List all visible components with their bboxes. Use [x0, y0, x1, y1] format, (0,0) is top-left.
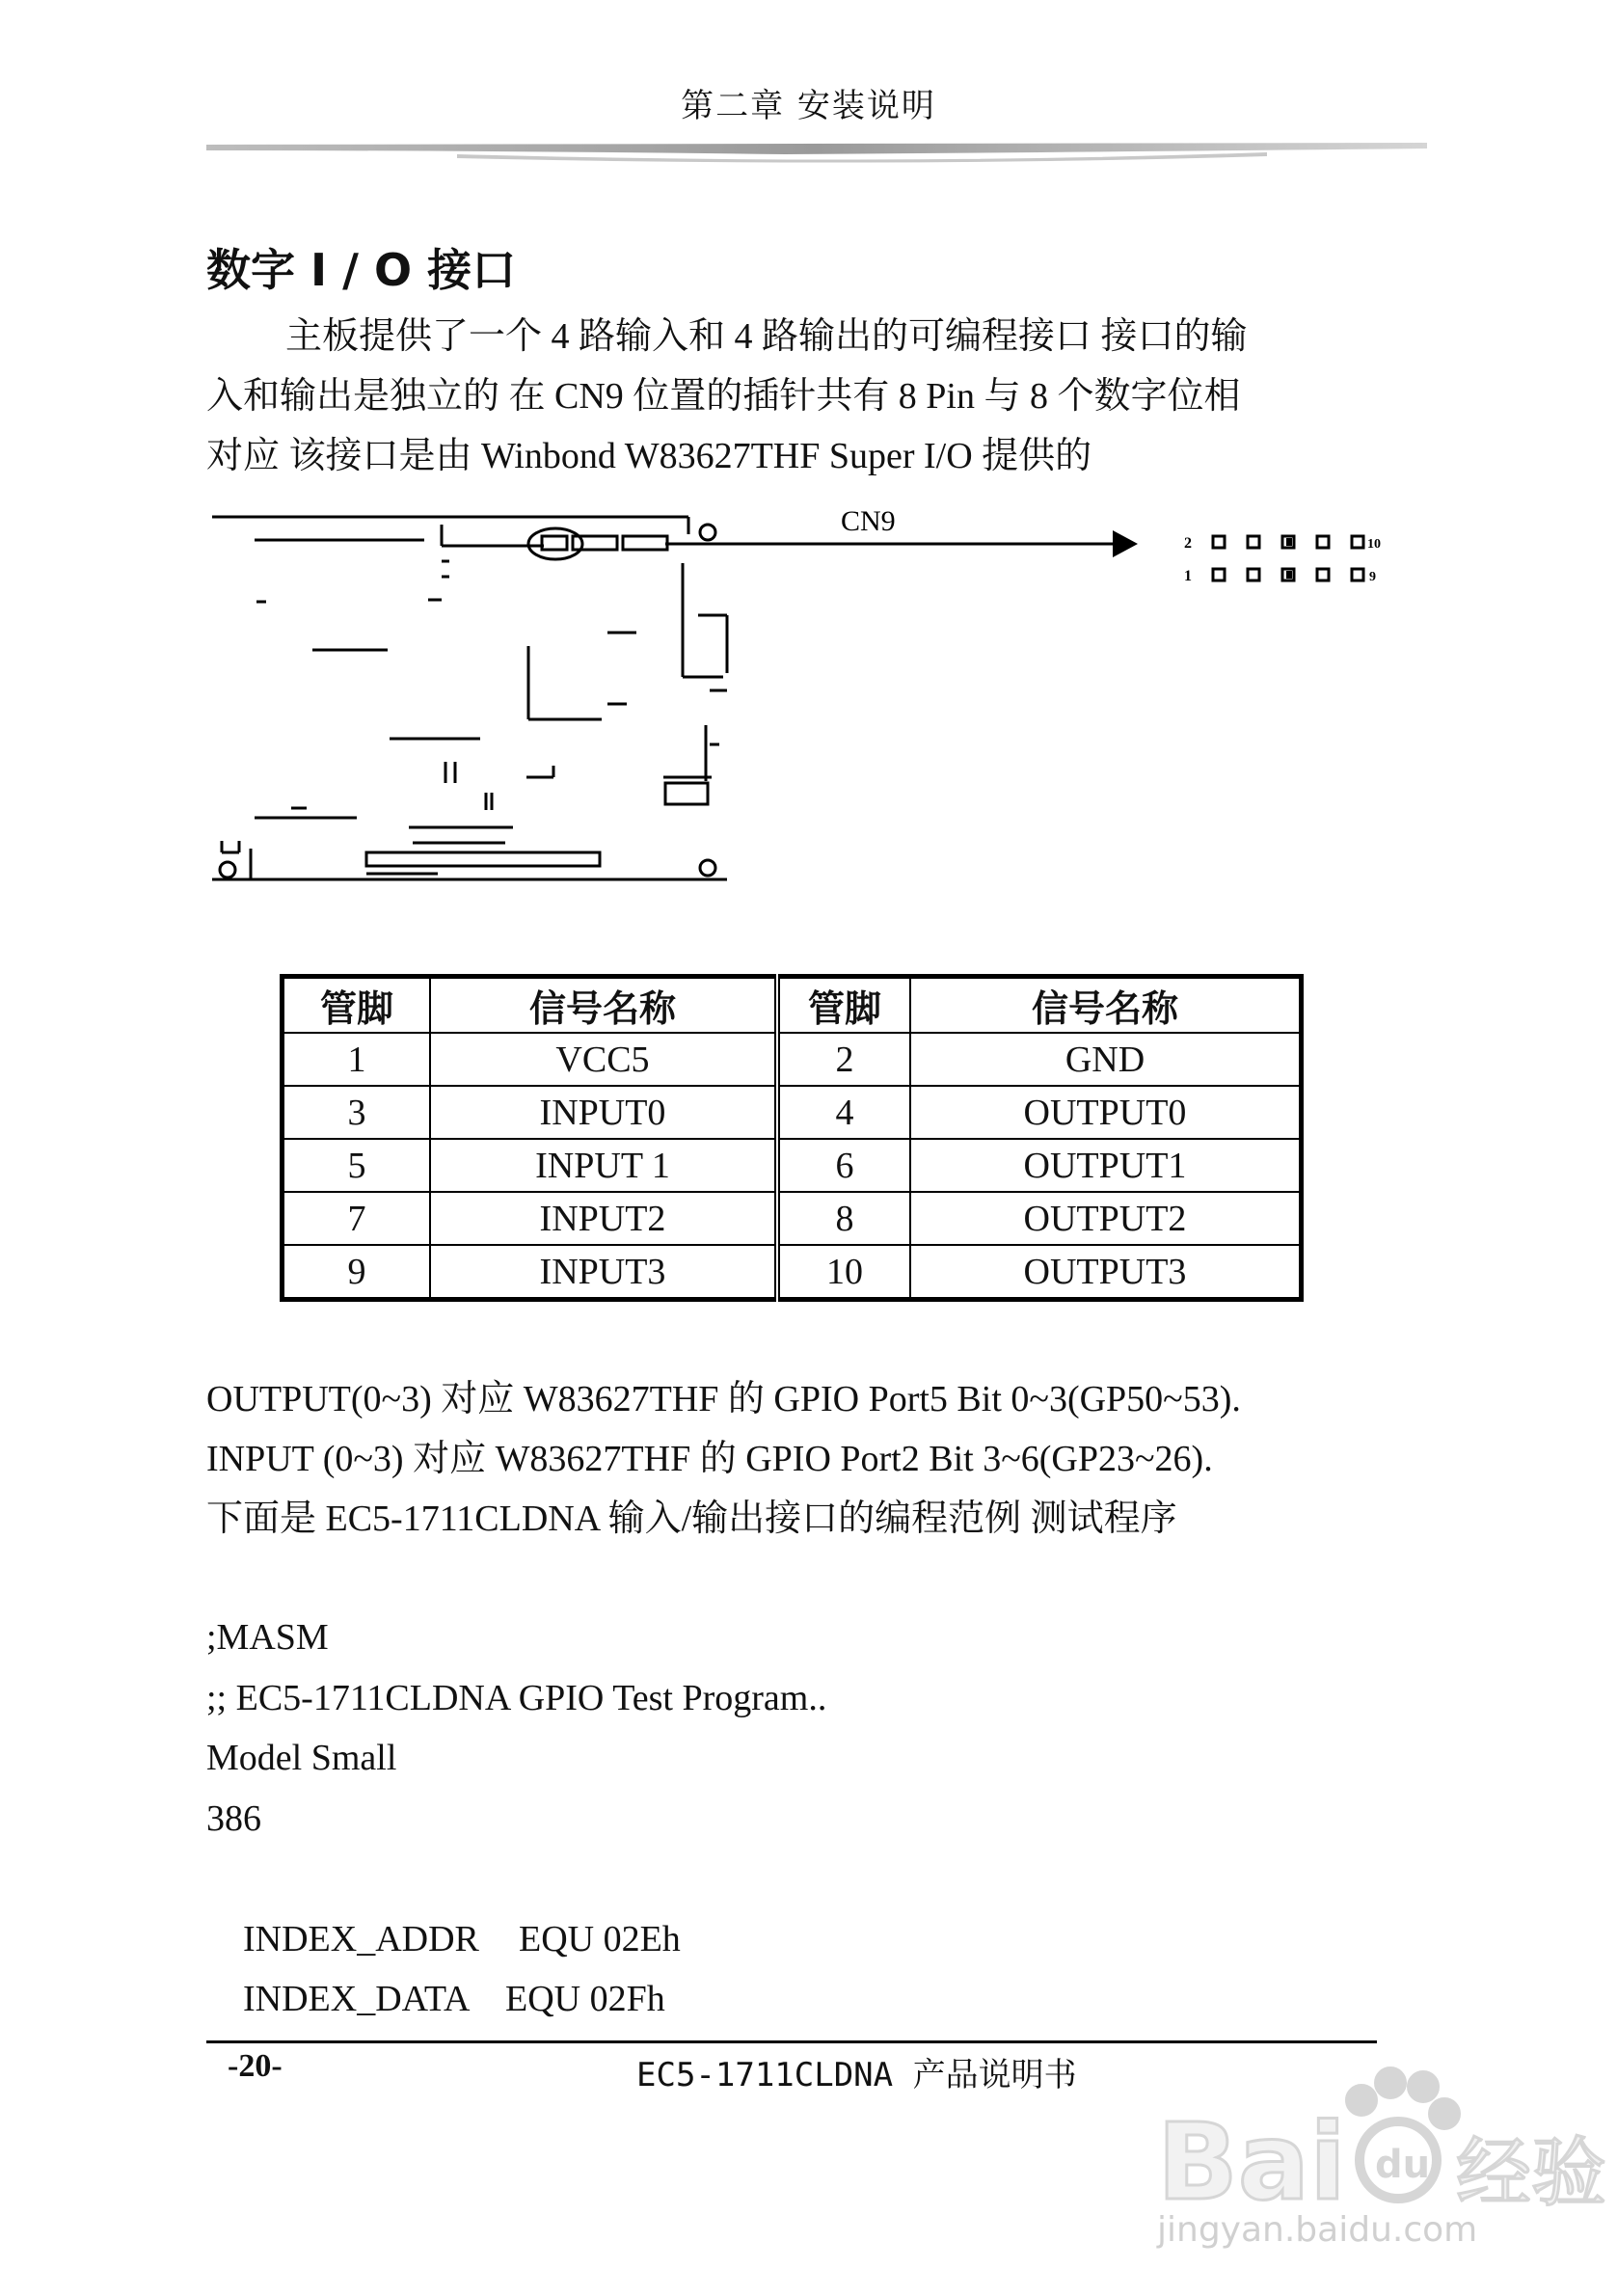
signal-name: OUTPUT3: [910, 1245, 1302, 1300]
pin-label-top-left: 2: [1184, 535, 1192, 552]
header-rule: [206, 141, 1427, 166]
signal-name: INPUT0: [430, 1086, 777, 1139]
pin-number: 7: [283, 1192, 431, 1245]
signal-name: VCC5: [430, 1033, 777, 1086]
table-row: [283, 1192, 1302, 1245]
signal-name: INPUT 1: [430, 1139, 777, 1192]
signal-name: OUTPUT0: [910, 1086, 1302, 1139]
table-row: [283, 1139, 1302, 1192]
intro-paragraph: [206, 307, 1392, 486]
signal-name: INPUT2: [430, 1192, 777, 1245]
table-row: [283, 1086, 1302, 1139]
header-signal-name: 信号名称: [430, 977, 777, 1034]
intro-line-3: 对应 该接口是由 Winbond W83627THF Super I/O 提供的: [206, 436, 1092, 476]
footer-doc-title: EC5-1711CLDNA 产品说明书: [636, 2056, 1077, 2094]
intro-line-2: 入和输出是独立的 在 CN9 位置的插针共有 8 Pin 与 8 个数字位相: [206, 376, 1241, 417]
pin-label-bottom-left: 1: [1184, 568, 1192, 584]
code-line: 386: [206, 1797, 261, 1839]
pin-number: 9: [283, 1245, 431, 1300]
footer-rule: [206, 2040, 1377, 2043]
pin-number: 6: [777, 1139, 910, 1192]
signal-name: INPUT3: [430, 1245, 777, 1300]
code-listing: [206, 1607, 827, 2019]
table-header-row: [283, 977, 1302, 1034]
equate-name: INDEX_ADDR: [243, 1918, 479, 1959]
cn9-label: CN9: [841, 505, 896, 537]
section-title: 数字 I / O 接口: [206, 244, 517, 296]
signal-name: OUTPUT1: [910, 1139, 1302, 1192]
pin-assignment-table: [280, 974, 1304, 1302]
equate-value: EQU 02Eh: [519, 1918, 681, 1959]
note-line: OUTPUT(0~3) 对应 W83627THF 的 GPIO Port5 Bit 0~3(GP50~53).: [206, 1379, 1241, 1419]
pin-number: 4: [777, 1086, 910, 1139]
page-header-title: 第二章 安装说明: [681, 87, 936, 125]
code-equate-line: [206, 1849, 826, 1959]
note-line: 下面是 EC5-1711CLDNA 输入/输出接口的编程范例 测试程序: [206, 1499, 1177, 1539]
pin-number: 1: [283, 1033, 431, 1086]
table-row: [283, 1245, 1302, 1300]
code-line: ;; EC5-1711CLDNA GPIO Test Program..: [206, 1677, 827, 1718]
pin-number: 3: [283, 1086, 431, 1139]
header-pin: 管脚: [777, 977, 910, 1034]
header-pin: 管脚: [283, 977, 431, 1034]
svg-text:Bai: Bai: [1157, 2100, 1346, 2224]
equate-name: INDEX_DATA: [243, 1979, 471, 2019]
signal-name: GND: [910, 1033, 1302, 1086]
pin-label-bottom-right: 9: [1369, 570, 1376, 584]
pin-label-top-right: 10: [1367, 537, 1381, 552]
notes-paragraph: [206, 1369, 1392, 1549]
board-diagram: [206, 501, 1402, 897]
code-line: ;MASM: [206, 1617, 329, 1658]
equate-value: EQU 02Fh: [505, 1979, 665, 2019]
code-line: Model Small: [206, 1738, 397, 1778]
intro-line-1: 主板提供了一个 4 路输入和 4 路输出的可编程接口 接口的输: [285, 316, 1248, 357]
watermark-url: jingyan.baidu.com: [1157, 2210, 1478, 2250]
note-line: INPUT (0~3) 对应 W83627THF 的 GPIO Port2 Bit 3~6(GP23~26).: [206, 1439, 1213, 1479]
page-number: -20-: [228, 2048, 283, 2084]
header-signal-name: 信号名称: [910, 977, 1302, 1034]
pin-number: 5: [283, 1139, 431, 1192]
signal-name: OUTPUT2: [910, 1192, 1302, 1245]
pin-number: 8: [777, 1192, 910, 1245]
pin-number: 2: [777, 1033, 910, 1086]
svg-text:du: du: [1375, 2143, 1431, 2187]
table-row: [283, 1033, 1302, 1086]
svg-text:经验: 经验: [1456, 2130, 1607, 2217]
pin-number: 10: [777, 1245, 910, 1300]
